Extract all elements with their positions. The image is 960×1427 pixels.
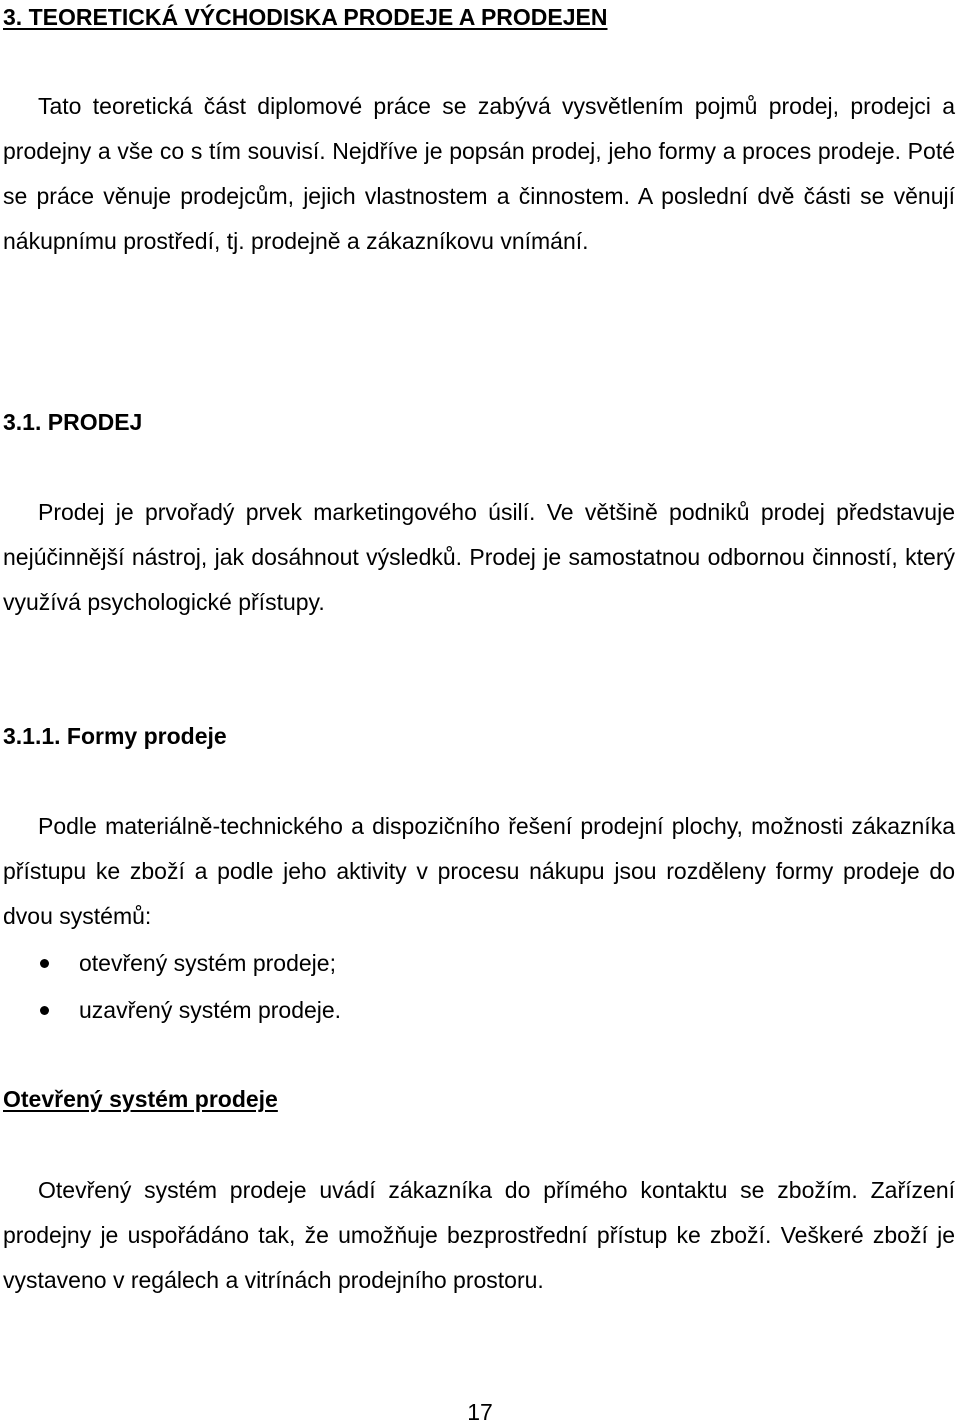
list-item-text: uzavřený systém prodeje. — [79, 997, 342, 1023]
section-paragraph: Prodej je prvořadý prvek marketingového úsilí. Ve většině podniků prodej představuje nejúčinnější nástroj, jak dosáhnout výsledků. Prodej je samostatnou odbornou činností, který využívá psychologické přístupy. — [3, 499, 955, 615]
page-number: 17 — [467, 1399, 493, 1425]
list-item — [3, 987, 341, 1034]
open-system-paragraph: Otevřený systém prodeje uvádí zákazníka do přímého kontaktu se zbožím. Zařízení prodejny je uspořádáno tak, že umožňuje bezprostřední přístup ke zboží. Veškeré zboží je vystaveno v regálech a vitrínách prodejního prostoru. — [3, 1177, 955, 1293]
bullet-icon — [40, 959, 49, 968]
subsection-heading: 3.1.1. Formy prodeje — [3, 723, 227, 749]
list-item-text: otevřený systém prodeje; — [79, 950, 336, 976]
chapter-heading: 3. TEORETICKÁ VÝCHODISKA PRODEJE A PRODEJEN — [3, 4, 608, 30]
open-system-heading: Otevřený systém prodeje — [3, 1086, 278, 1112]
list-item — [3, 940, 341, 987]
bullet-icon — [40, 1006, 49, 1015]
intro-paragraph: Tato teoretická část diplomové práce se zabývá vysvětlením pojmů prodej, prodejci a prodejny a vše co s tím souvisí. Nejdříve je popsán prodej, jeho formy a proces prodeje. Poté se práce věnuje prodejcům, jejich vlastnostem a činnostem. A poslední dvě části se věnují nákupnímu prostředí, tj. prodejně a zákazníkovu vnímání. — [3, 93, 955, 254]
sales-systems-list — [3, 940, 341, 1034]
section-heading: 3.1. PRODEJ — [3, 409, 143, 435]
subsection-paragraph: Podle materiálně-technického a dispozičního řešení prodejní plochy, možnosti zákazníka přístupu ke zboží a podle jeho aktivity v procesu nákupu jsou rozděleny formy prodeje do dvou systémů: — [3, 813, 955, 929]
